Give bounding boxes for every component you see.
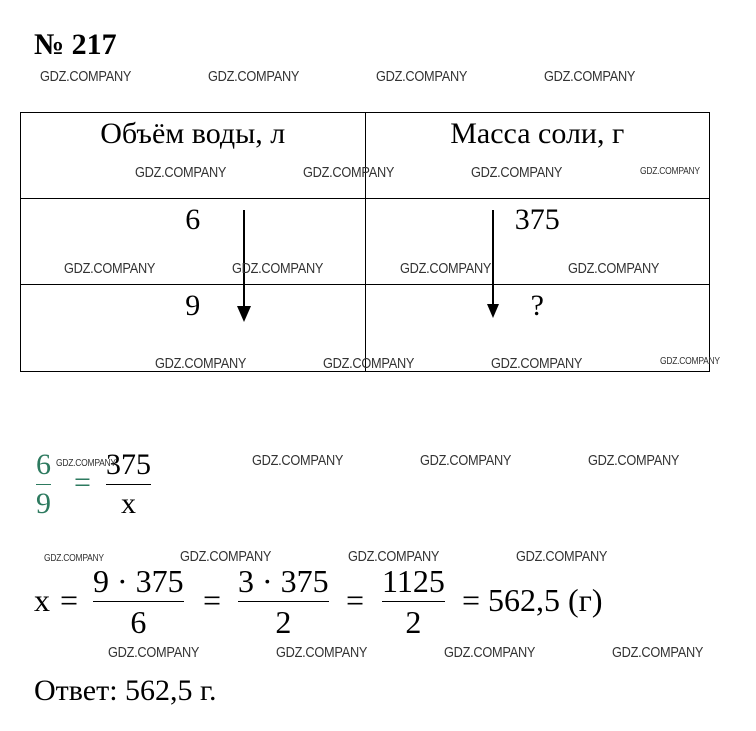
fraction-denominator: x	[121, 487, 136, 520]
fraction-numerator: 9 · 375	[93, 563, 184, 599]
fraction-denominator: 9	[36, 487, 51, 520]
result-value: = 562,5 (г)	[462, 582, 603, 618]
watermark: GDZ.COMPANY	[491, 355, 583, 372]
watermark: GDZ.COMPANY	[252, 452, 344, 469]
equals-sign: =	[60, 582, 79, 618]
answer-line: Ответ: 562,5 г.	[34, 674, 217, 707]
fraction-denominator: 2	[275, 604, 292, 640]
cell-water-1: 6	[21, 199, 366, 285]
watermark: GDZ.COMPANY	[303, 164, 395, 181]
fraction-numerator: 6	[36, 448, 51, 481]
watermark: GDZ.COMPANY	[544, 68, 636, 85]
fraction-step-1	[93, 565, 184, 638]
watermark: GDZ.COMPANY	[64, 260, 156, 277]
watermark: GDZ.COMPANY	[208, 68, 300, 85]
watermark: GDZ.COMPANY	[276, 644, 368, 661]
watermark: GDZ.COMPANY	[155, 355, 247, 372]
watermark: GDZ.COMPANY	[400, 260, 492, 277]
watermark: GDZ.COMPANY	[348, 548, 440, 565]
watermark: GDZ.COMPANY	[612, 644, 704, 661]
fraction-numerator: 1125	[382, 563, 445, 599]
fraction-denominator: 2	[405, 604, 422, 640]
watermark: GDZ.COMPANY	[108, 644, 200, 661]
cell-water-2: 9	[21, 285, 366, 372]
fraction-left	[36, 450, 51, 519]
watermark: GDZ.COMPANY	[44, 553, 104, 564]
cell-salt-2: ?	[365, 285, 710, 372]
watermark: GDZ.COMPANY	[180, 548, 272, 565]
equals-sign: =	[203, 582, 222, 618]
problem-number: № 217	[34, 28, 117, 61]
watermark: GDZ.COMPANY	[588, 452, 680, 469]
fraction-denominator: 6	[130, 604, 147, 640]
variable-x: x	[34, 582, 50, 618]
watermark: GDZ.COMPANY	[420, 452, 512, 469]
watermark: GDZ.COMPANY	[568, 260, 660, 277]
watermark: GDZ.COMPANY	[40, 68, 132, 85]
fraction-step-2	[238, 565, 329, 638]
cell-salt-1: 375	[365, 199, 710, 285]
watermark: GDZ.COMPANY	[444, 644, 536, 661]
watermark: GDZ.COMPANY	[471, 164, 563, 181]
watermark: GDZ.COMPANY	[660, 356, 720, 367]
watermark: GDZ.COMPANY	[323, 355, 415, 372]
equals-sign: =	[74, 466, 91, 499]
header-salt-mass: Масса соли, г	[365, 113, 710, 199]
watermark: GDZ.COMPANY	[135, 164, 227, 181]
fraction-numerator: 3 · 375	[238, 563, 329, 599]
watermark: GDZ.COMPANY	[516, 548, 608, 565]
header-water-volume: Объём воды, л	[21, 113, 366, 199]
watermark: GDZ.COMPANY	[376, 68, 468, 85]
equals-sign: =	[346, 582, 365, 618]
watermark: GDZ.COMPANY	[232, 260, 324, 277]
fraction-step-3	[382, 565, 445, 638]
watermark: GDZ.COMPANY	[56, 458, 116, 469]
watermark: GDZ.COMPANY	[640, 166, 700, 177]
fraction-numerator: 375	[106, 448, 151, 481]
